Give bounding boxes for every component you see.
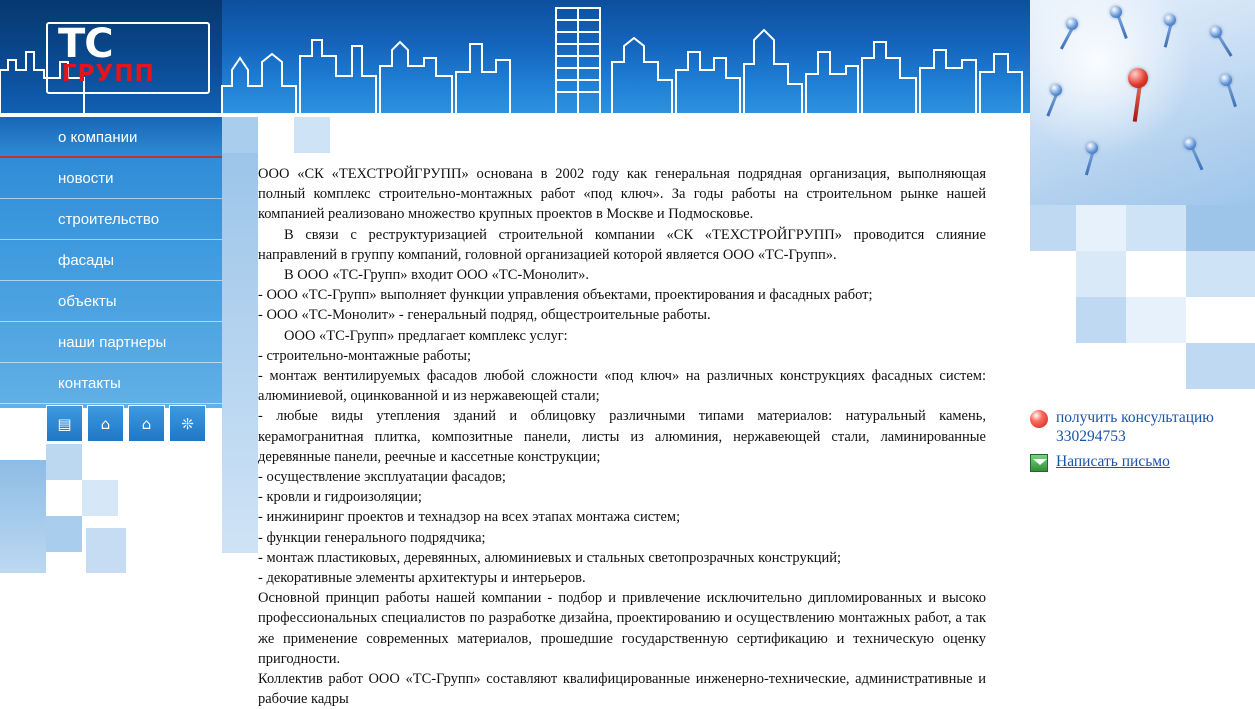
consult-link[interactable]: получить консультацию (1056, 409, 1214, 426)
sidebar-item-label: о компании (58, 129, 138, 146)
decor-square (1076, 297, 1126, 343)
home-icon[interactable]: ⌂ (87, 405, 124, 442)
decor-square (82, 480, 118, 516)
sidebar-item-label: новости (58, 170, 114, 187)
content-paragraph: - ООО «ТС-Монолит» - генеральный подряд, общестроительные работы. (258, 307, 711, 324)
content-paragraph: - любые виды утепления зданий и облицовку различными типами материалов: натуральный камень, керамогранитная плитка, композитные панели, листы из алюминия, нержавеющей стали, ламинированные деревянные панели, реечные и кассетные конструкции; (258, 408, 986, 465)
sidebar-nav (0, 117, 222, 408)
sidebar-item-4[interactable] (0, 281, 222, 322)
sidebar-icon-row (46, 405, 206, 442)
write-letter-link[interactable]: Написать письмо (1056, 453, 1170, 470)
red-pushpin (1128, 68, 1148, 88)
content-paragraph: - функции генерального подрядчика; (258, 529, 486, 546)
consult-number: 330294753 (1056, 428, 1126, 445)
decor-square (46, 444, 82, 480)
content-paragraph: - инжиниринг проектов и технадзор на всех этапах монтажа систем; (258, 509, 681, 526)
decor-square (258, 117, 294, 153)
decor-square (1186, 251, 1255, 297)
mail-row[interactable] (1030, 452, 1255, 472)
site-header (0, 0, 1030, 115)
sidebar-item-1[interactable] (0, 158, 222, 199)
decor-square (86, 528, 126, 573)
content-paragraph: В связи с реструктуризацией строительной компании «СК «ТЕХСТРОЙГРУПП» проводится слияние направлений в группу компаний, головной организацией которой является ООО «ТС-Групп». (258, 226, 986, 263)
sidebar-item-0[interactable] (0, 117, 222, 158)
logo-text-main: ТС (58, 21, 113, 67)
decor-square (1126, 343, 1186, 389)
content-paragraph: - ООО «ТС-Групп» выполняет функции управления объектами, проектирования и фасадных работ; (258, 287, 873, 304)
sidebar-item-3[interactable] (0, 240, 222, 281)
pushpin-photo (1030, 0, 1255, 205)
content-paragraph: - кровли и гидроизоляции; (258, 489, 422, 506)
snowflake-icon[interactable]: ❊ (169, 405, 206, 442)
content-paragraph: - монтаж пластиковых, деревянных, алюминиевых и стальных светопрозрачных конструкций; (258, 549, 842, 566)
content-paragraph: ООО «СК «ТЕХСТРОЙГРУПП» основана в 2002 году как генеральная подрядная организация, выполняющая полный комплекс строительно-монтажных работ «под ключ». За годы работы на строительном рынке нашей компанией реализовано множество крупных проектов в Москве и Подмосковье. (258, 166, 986, 223)
content-paragraph: - осуществление эксплуатации фасадов; (258, 469, 506, 486)
decor-square (222, 117, 258, 153)
decor-strip (0, 460, 46, 573)
content-paragraph: Коллектив работ ООО «ТС-Групп» составляют квалифицированные инженерно-технические, административные и рабочие кадры (258, 671, 986, 708)
decor-square (1186, 343, 1255, 389)
sidebar-item-label: контакты (58, 375, 121, 392)
contact-block (1030, 408, 1255, 478)
decor-square (1126, 297, 1186, 343)
envelope-icon (1030, 454, 1048, 472)
decor-square (1076, 251, 1126, 297)
house-outline-icon[interactable]: ⌂ (128, 405, 165, 442)
content-paragraph: - строительно-монтажные работы; (258, 347, 472, 364)
content-paragraph: ООО «ТС-Групп» предлагает комплекс услуг: (284, 327, 568, 344)
sidebar-item-label: наши партнеры (58, 334, 167, 351)
consult-row[interactable] (1030, 408, 1255, 446)
decor-strip (222, 153, 258, 553)
decor-square (294, 117, 330, 153)
content-paragraph: В ООО «ТС-Групп» входит ООО «ТС-Монолит». (284, 267, 590, 284)
logo-text-sub: ГРУПП (62, 61, 155, 87)
icq-status-icon (1030, 410, 1048, 428)
sidebar-item-label: объекты (58, 293, 117, 310)
document-icon[interactable]: ▤ (46, 405, 83, 442)
content-paragraph: - декоративные элементы архитектуры и интерьеров. (258, 570, 586, 587)
content-paragraph: - монтаж вентилируемых фасадов любой сложности «под ключ» на различных конструкциях фасадных систем: алюминиевой, оцинкованной и из нержавеющей стали; (258, 368, 986, 405)
decor-square (1186, 205, 1255, 251)
sidebar-item-label: строительство (58, 211, 160, 228)
decor-square (1076, 205, 1126, 251)
main-content (258, 164, 986, 709)
sidebar-item-2[interactable] (0, 199, 222, 240)
sidebar-item-6[interactable] (0, 363, 222, 404)
content-paragraph: Основной принцип работы нашей компании - подбор и привлечение исключительно дипломированных и высоко профессиональных специалистов по разработке дизайна, проектированию и осуществлению монтажных работ, а так же применение современных материалов, прошедшие государственную сертификацию и техническую оценку пригодности. (258, 590, 986, 667)
decor-square (46, 516, 82, 552)
sidebar-item-label: фасады (58, 252, 115, 269)
decor-square (1030, 205, 1076, 251)
decor-square (1126, 205, 1186, 251)
sidebar-item-5[interactable] (0, 322, 222, 363)
